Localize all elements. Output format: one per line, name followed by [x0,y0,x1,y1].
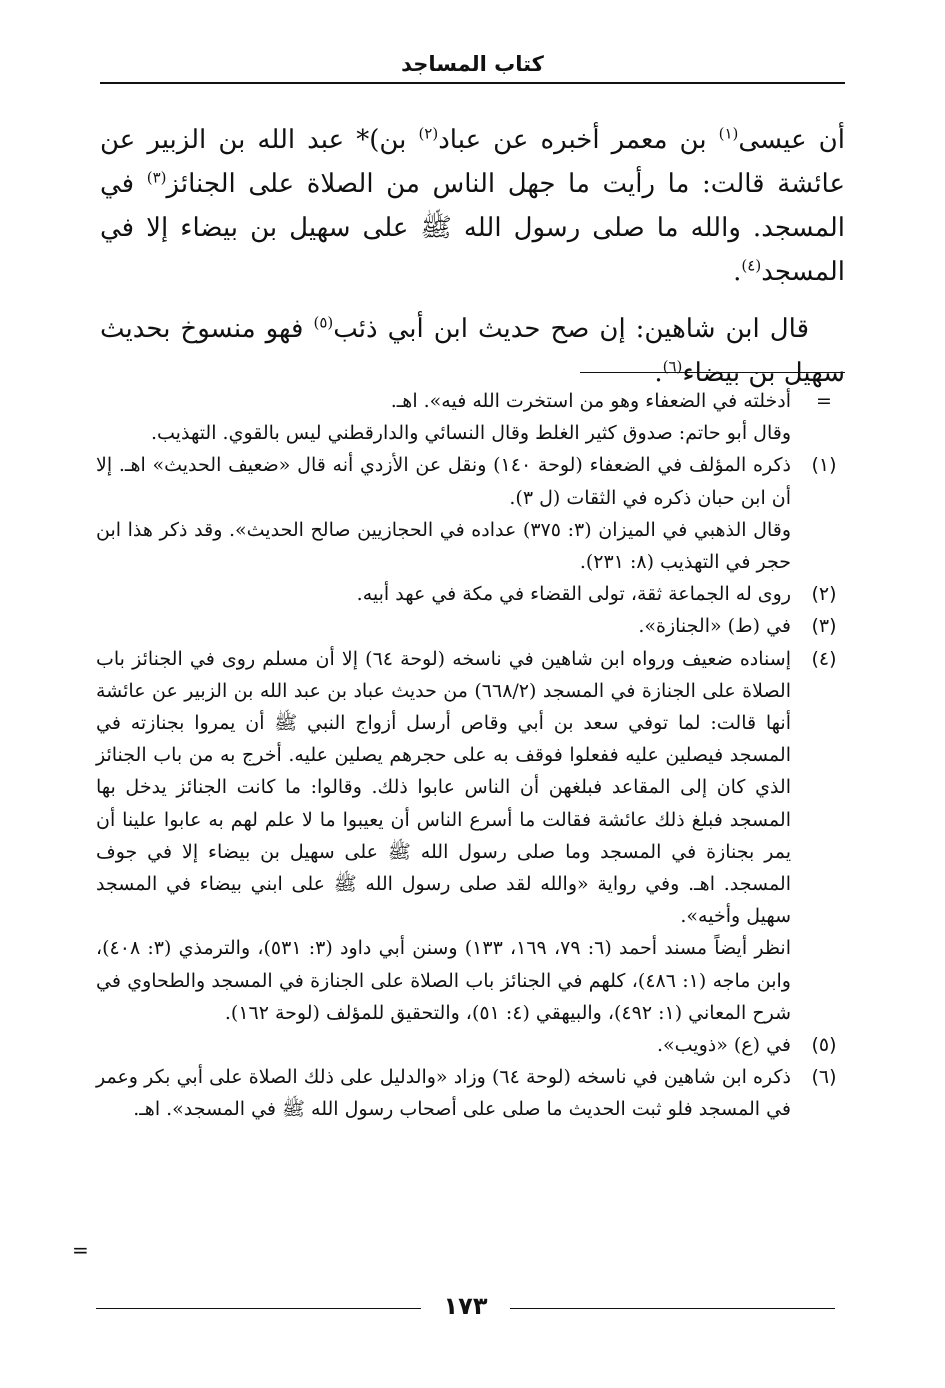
footnote-2 [96,578,845,610]
footnote-continued [96,385,845,417]
main-paragraph-2: قال ابن شاهين: إن صح حديث ابن أبي ذئب$^{(٥)}$ فهو منسوخ بحديث سهيل بن بيضاء$^{(٦)}$. [100,313,845,388]
footnote-1 [96,449,845,513]
footnote-marker: (٥) [811,1034,837,1057]
running-header-title: كتاب المساجد [401,52,544,76]
footnote-marker: (٤) [811,647,837,670]
page-number: ١٧٣ [443,1292,488,1320]
footnote-line: روى له الجماعة ثقة، تولى القضاء في مكة في عهد أبيه. [356,583,791,606]
footnotes-section [96,385,845,1126]
footnote-line: وقال الذهبي في الميزان (٣: ٣٧٥) عداده في الحجازيين صالح الحديث». وقد ذكر هذا ابن حجر في التهذيب (٨: ٢٣١). [96,518,791,574]
header-rule [100,82,845,84]
footnote-line: أدخلته في الضعفاء وهو من استخرت الله فيه». اهـ. [390,390,791,412]
footnote-marker: (٣) [811,615,837,638]
footnote-marker: (٦) [811,1066,837,1089]
footnote-ref-1: (١) [718,124,739,143]
footnote-separator [580,372,845,373]
footnote-line: وقال أبو حاتم: صدوق كثير الغلط وقال النسائي والدارقطني ليس بالقوي. التهذيب. [150,422,791,445]
footnote-line: إسناده ضعيف ورواه ابن شاهين في ناسخه (لوحة ٦٤) إلا أن مسلم روى في الجنائز باب الصلاة على الجنازة في المسجد (٦٦٨/٢) من حديث عباد بن عبد الله بن الزبير عن عائشة أنها قالت: لما توفي سعد بن أبي وقاص أرسل أزواج النبي ﷺ أن يمروا بجنازته في المسجد فيصلين عليه ففعلوا فوقف به على حجرهم يصلين عليه. أخرج به من باب الجنائز الذي كان إلى المقاعد فبلغهن أن الناس عابوا ذلك. وقالوا: ما كانت الجنائز يدخل بها المسجد فبلغ ذلك عائشة فقالت ما أسرع الناس أن يعيبوا ما لا علم لهم به عابوا علينا أن يمر بجنازة في المسجد وما صلى رسول الله ﷺ على سهيل بن بيضاء إلا في جوف المسجد. اهـ. وفي رواية «والله لقد صلى رسول الله ﷺ على ابني بيضاء في المسجد سهيل وأخيه». [96,647,791,928]
continuation-mark: = [72,1238,89,1262]
footnote-ref-3: (٣) [146,168,167,187]
footnote-line: انظر أيضاً مسند أحمد (٦: ٧٩، ١٦٩، ١٣٣) وسنن أبي داود (٣: ٥٣١)، والترمذي (٣: ٤٠٨)، وابن ماجه (١: ٤٨٦)، كلهم في الجنائز باب الصلاة على الجنازة في المسجد والطحاوي في شرح المعاني (١: ٤٩٢)، والبيهقي (٤: ٥١)، والتحقيق للمؤلف (لوحة ١٦٢). [96,937,791,1024]
main-paragraph-1: أن عيسى$^{(١)}$ بن معمر أخبره عن عباد$^{(٢)}$ بن)* عبد الله بن الزبير عن عائشة قالت: ما رأيت ما جهل الناس من الصلاة على الجنائز$^{(٣)}$ في المسجد. والله ما صلى رسول الله ﷺ على سهيل بن بيضاء إلا في المسجد$^{(٤)}$. [100,124,845,287]
footnote-5 [96,1029,845,1061]
main-body-text [100,118,845,408]
footer-rule-right [510,1308,835,1309]
footnote-ref-2: (٢) [418,124,439,143]
footer-rule-left [96,1308,421,1309]
footnote-ref-6: (٦) [662,357,683,376]
footnote-6 [96,1061,845,1125]
footnote-ref-4: (٤) [741,256,762,275]
footnote-4 [96,643,845,933]
footnote-marker: = [816,390,832,412]
footnote-3 [96,610,845,642]
footnote-line: ذكره ابن شاهين في ناسخه (لوحة ٦٤) وزاد «والدليل على ذلك الصلاة على أبي بكر وعمر في المسجد فلو ثبت الحديث ما صلى على أصحاب رسول الله ﷺ في المسجد». اهـ. [96,1066,791,1121]
footnote-line: ذكره المؤلف في الضعفاء (لوحة ١٤٠) ونقل عن الأزدي أنه قال «ضعيف الحديث» اهـ. إلا أن ابن حبان ذكره في الثقات (ل ٣). [96,454,791,509]
footnote-line: في (ط) «الجنازة». [638,615,791,638]
footnote-marker: (١) [811,454,837,477]
footnote-marker: (٢) [811,583,837,606]
footnote-line: في (ع) «ذويب». [656,1034,791,1057]
footnote-ref-5: (٥) [313,313,334,332]
